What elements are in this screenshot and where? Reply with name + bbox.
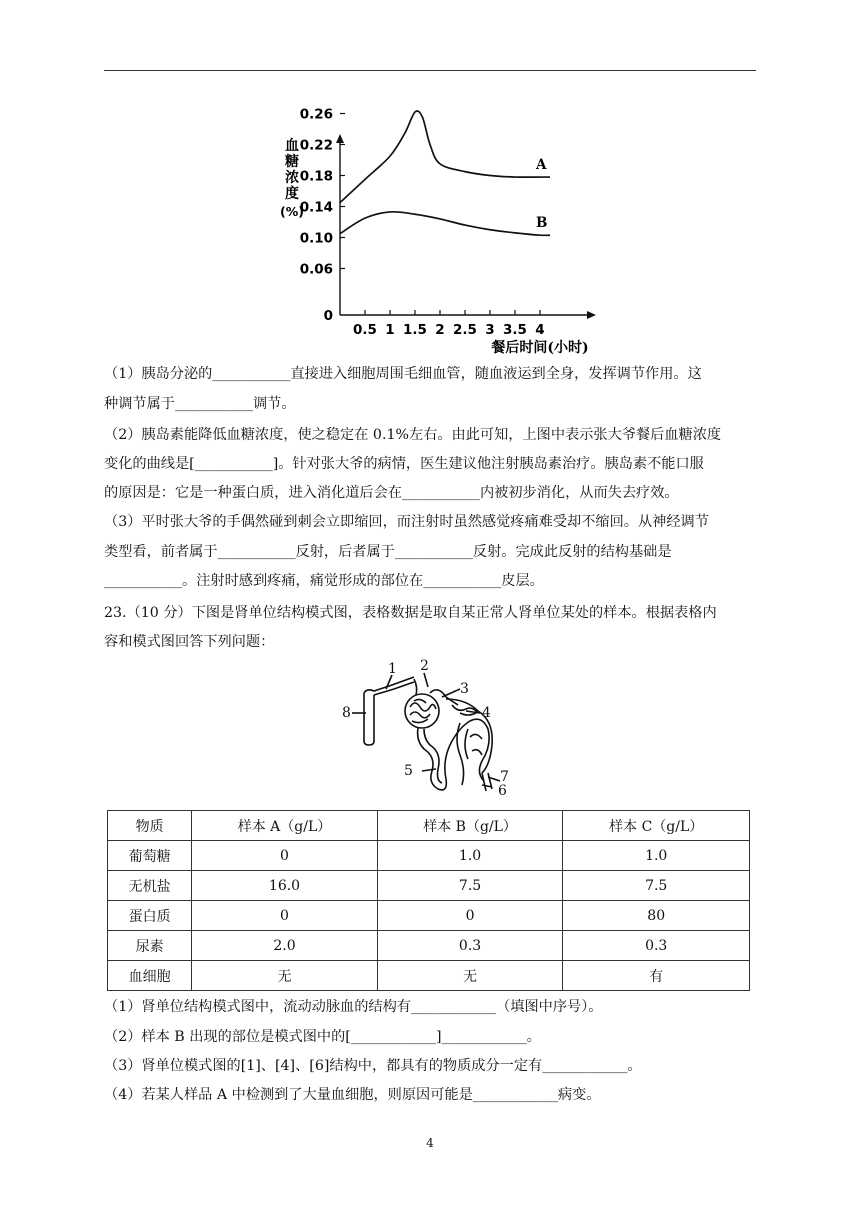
y-tick-label: 0.26 (299, 106, 333, 123)
header-rule (104, 70, 756, 71)
label-3: 3 (460, 681, 469, 697)
table-cell: 血细胞 (108, 961, 192, 991)
y-axis-label-char: 血 (285, 138, 299, 154)
collecting-tube (482, 773, 492, 791)
table-row (108, 901, 750, 931)
y-tick-label: 0.18 (299, 168, 333, 185)
table-cell: 0.3 (563, 931, 750, 961)
table-cell: 无 (377, 961, 563, 991)
q22-1-line2: 种调节属于___________调节。 (104, 396, 296, 412)
q22-2-line2: 变化的曲线是[___________]。针对张大爷的病情，医生建议他注射胰岛素治疗。胰岛素不能口服 (104, 456, 704, 472)
table-cell: 1.0 (377, 841, 563, 871)
table-cell: 7.5 (377, 871, 563, 901)
table-cell: 0 (192, 841, 377, 871)
series-label-a: A (536, 157, 547, 174)
q23-3: （3）肾单位模式图的[1]、[4]、[6]结构中，都具有的物质成分一定有____________。 (104, 1058, 642, 1074)
q23-line2: 容和模式图回答下列问题： (104, 634, 275, 650)
table-cell: 蛋白质 (108, 901, 192, 931)
table-cell: 1.0 (563, 841, 750, 871)
table-cell: 尿素 (108, 931, 192, 961)
page-number: 4 (426, 1136, 434, 1150)
table-header: 物质 (108, 811, 192, 841)
y-tick-label: 0.10 (299, 230, 333, 247)
q22-3-line1: （3）平时张大爷的手偶然碰到刺会立即缩回，而注射时虽然感觉疼痛难受却不缩回。从神经调节 (104, 514, 709, 530)
table-cell: 7.5 (563, 871, 750, 901)
y-axis-arrow (336, 134, 344, 143)
nephron-diagram (342, 655, 518, 803)
series-label-b: B (536, 215, 548, 232)
x-tick-label: 4 (535, 322, 545, 338)
series-line-a (340, 111, 550, 203)
x-axis-label: 餐后时间(小时) (491, 340, 589, 356)
table-cell: 0 (377, 901, 563, 931)
y-tick-label: 0.14 (299, 199, 333, 216)
q23-4: （4）若某人样品 A 中检测到了大量血细胞，则原因可能是____________病变。 (104, 1087, 601, 1103)
label-2: 2 (420, 658, 429, 674)
table-cell: 0 (192, 901, 377, 931)
renal-tubule (418, 719, 490, 790)
q22-2-line1: （2）胰岛素能降低血糖浓度，使之稳定在 0.1%左右。由此可知，上图中表示张大爷餐后血糖浓度 (104, 427, 722, 443)
q23-1: （1）肾单位结构模式图中，流动动脉血的结构有____________（填图中序号）。 (104, 999, 603, 1015)
x-tick-label: 2.5 (453, 322, 477, 338)
y-axis-unit: (%) (280, 204, 304, 219)
label-6: 6 (498, 783, 507, 799)
table-cell: 葡萄糖 (108, 841, 192, 871)
q23-2: （2）样本 B 出现的部位是模式图中的[____________]____________。 (104, 1029, 541, 1045)
table-cell: 2.0 (192, 931, 377, 961)
y-axis-label-char: 糖 (285, 154, 299, 170)
table-cell: 无 (192, 961, 377, 991)
blood-glucose-chart (276, 106, 606, 356)
q22-2-line3: 的原因是：它是一种蛋白质，进入消化道后会在___________内被初步消化，从而失去疗效。 (104, 485, 679, 501)
table-header-row (108, 811, 750, 841)
sample-table (107, 810, 750, 991)
table-row (108, 961, 750, 991)
series-line-b (340, 212, 550, 236)
q22-3-line3: ___________。注射时感到疼痛，痛觉形成的部位在___________皮层。 (104, 573, 544, 589)
q22-3-line2: 类型看，前者属于___________反射，后者属于___________反射。完成此反射的结构基础是 (104, 544, 672, 560)
table-row (108, 931, 750, 961)
table-cell: 80 (563, 901, 750, 931)
y-tick-label: 0.22 (299, 137, 333, 154)
table-cell: 16.0 (192, 871, 377, 901)
table-cell: 0.3 (377, 931, 563, 961)
table-row (108, 871, 750, 901)
label-8: 8 (342, 705, 351, 721)
x-tick-label: 0.5 (353, 322, 377, 338)
collecting-duct (364, 693, 374, 745)
glomerulus (410, 699, 436, 722)
table-header: 样本 C（g/L） (563, 811, 750, 841)
y-axis-label-char: 度 (285, 186, 299, 202)
label-4: 4 (482, 705, 491, 721)
table-row (108, 841, 750, 871)
table-header: 样本 B（g/L） (377, 811, 563, 841)
q22-1-line1: （1）胰岛分泌的___________直接进入细胞周围毛细血管，随血液运到全身，发挥调节作用。这 (104, 366, 702, 382)
label-5: 5 (404, 763, 413, 779)
x-tick-label: 1.5 (403, 322, 427, 338)
table-cell: 有 (563, 961, 750, 991)
y-tick-label: 0.06 (299, 261, 333, 278)
q23-line1: 23.（10 分）下图是肾单位结构模式图，表格数据是取自某正常人肾单位某处的样本。根据表格内 (104, 605, 717, 621)
label-1: 1 (388, 661, 397, 677)
x-axis-arrow (587, 311, 596, 319)
x-tick-label: 3 (485, 322, 495, 338)
table-header: 样本 A（g/L） (192, 811, 377, 841)
x-tick-label: 3.5 (503, 322, 527, 338)
table-cell: 无机盐 (108, 871, 192, 901)
y-tick-label: 0 (323, 308, 333, 324)
x-tick-label: 2 (435, 322, 445, 338)
x-tick-label: 1 (385, 322, 395, 338)
label-7: 7 (500, 769, 509, 785)
y-axis-label-char: 浓 (285, 170, 299, 186)
